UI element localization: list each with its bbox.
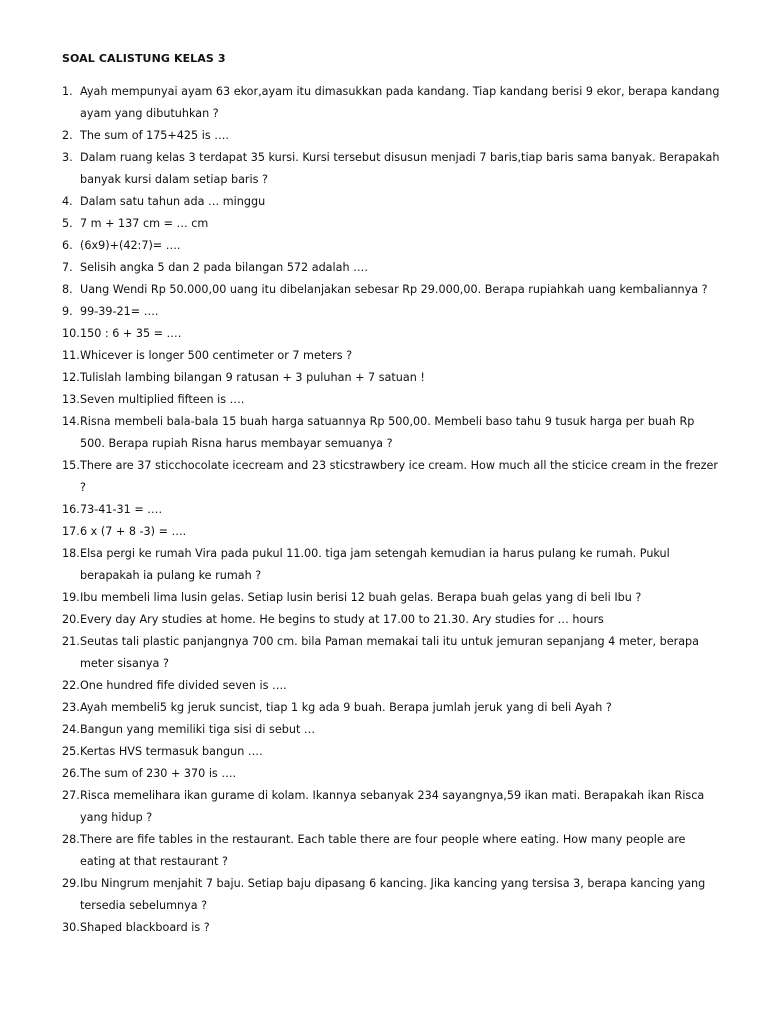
question-item	[62, 543, 722, 587]
question-text: There are fife tables in the restaurant. Each table there are four people where eating. How many people are eating at that restaurant ?	[80, 833, 686, 868]
question-item	[62, 125, 722, 147]
question-number: 7.	[62, 261, 73, 274]
question-number: 6.	[62, 239, 73, 252]
question-text: The sum of 230 + 370 is ….	[80, 767, 237, 780]
question-item	[62, 455, 722, 499]
question-text: Selisih angka 5 dan 2 pada bilangan 572 adalah ….	[80, 261, 368, 274]
question-number: 27.	[62, 789, 80, 802]
question-number: 17.	[62, 525, 80, 538]
question-text: Bangun yang memiliki tiga sisi di sebut …	[80, 723, 316, 736]
question-item	[62, 829, 722, 873]
question-number: 5.	[62, 217, 73, 230]
question-text: Uang Wendi Rp 50.000,00 uang itu dibelanjakan sebesar Rp 29.000,00. Berapa rupiahkah uang kembaliannya ?	[80, 283, 708, 296]
question-item	[62, 279, 722, 301]
question-item	[62, 213, 722, 235]
question-number: 15.	[62, 459, 80, 472]
question-item	[62, 631, 722, 675]
question-item	[62, 763, 722, 785]
question-number: 1.	[62, 85, 73, 98]
question-item	[62, 235, 722, 257]
question-number: 13.	[62, 393, 80, 406]
question-item	[62, 785, 722, 829]
question-number: 19.	[62, 591, 80, 604]
question-item	[62, 389, 722, 411]
question-number: 21.	[62, 635, 80, 648]
question-text: There are 37 sticchocolate icecream and 23 sticstrawbery ice cream. How much all the sticice cream in the frezer ?	[80, 459, 718, 494]
question-text: Dalam ruang kelas 3 terdapat 35 kursi. Kursi tersebut disusun menjadi 7 baris,tiap baris sama banyak. Berapakah banyak kursi dalam setiap baris ?	[80, 151, 720, 186]
question-text: Elsa pergi ke rumah Vira pada pukul 11.00. tiga jam setengah kemudian ia harus pulang ke rumah. Pukul berapakah ia pulang ke rumah ?	[80, 547, 670, 582]
question-number: 30.	[62, 921, 80, 934]
question-item	[62, 301, 722, 323]
question-number: 14.	[62, 415, 80, 428]
question-text: Every day Ary studies at home. He begins to study at 17.00 to 21.30. Ary studies for … hours	[80, 613, 604, 626]
question-item	[62, 609, 722, 631]
question-item	[62, 411, 722, 455]
question-number: 28.	[62, 833, 80, 846]
question-number: 2.	[62, 129, 73, 142]
question-item	[62, 741, 722, 763]
question-number: 16.	[62, 503, 80, 516]
question-item	[62, 719, 722, 741]
question-text: (6x9)+(42:7)= ….	[80, 239, 181, 252]
question-text: Kertas HVS termasuk bangun ….	[80, 745, 263, 758]
question-number: 10.	[62, 327, 80, 340]
question-item	[62, 367, 722, 389]
question-item	[62, 499, 722, 521]
question-item	[62, 257, 722, 279]
question-item	[62, 697, 722, 719]
question-number: 20.	[62, 613, 80, 626]
question-text: Risca memelihara ikan gurame di kolam. Ikannya sebanyak 234 sayangnya,59 ikan mati. Berapakah ikan Risca yang hidup ?	[80, 789, 705, 824]
question-number: 24.	[62, 723, 80, 736]
question-item	[62, 873, 722, 917]
question-text: Ibu Ningrum menjahit 7 baju. Setiap baju dipasang 6 kancing. Jika kancing yang tersisa 3, berapa kancing yang tersedia sebelumnya ?	[80, 877, 706, 912]
question-text: Tulislah lambing bilangan 9 ratusan + 3 puluhan + 7 satuan !	[80, 371, 425, 384]
question-text: Dalam satu tahun ada … minggu	[80, 195, 266, 208]
question-text: The sum of 175+425 is ….	[80, 129, 229, 142]
question-item	[62, 81, 722, 125]
question-text: 150 : 6 + 35 = ….	[80, 327, 182, 340]
question-number: 9.	[62, 305, 73, 318]
question-text: Ibu membeli lima lusin gelas. Setiap lusin berisi 12 buah gelas. Berapa buah gelas yang di beli Ibu ?	[80, 591, 642, 604]
question-text: Shaped blackboard is ?	[80, 921, 210, 934]
question-number: 3.	[62, 151, 73, 164]
question-text: 6 x (7 + 8 -3) = ….	[80, 525, 187, 538]
question-number: 12.	[62, 371, 80, 384]
question-item	[62, 587, 722, 609]
question-list	[62, 81, 722, 939]
question-item	[62, 917, 722, 939]
question-number: 25.	[62, 745, 80, 758]
question-text: Ayah membeli5 kg jeruk suncist, tiap 1 kg ada 9 buah. Berapa jumlah jeruk yang di beli Ayah ?	[80, 701, 612, 714]
question-text: 7 m + 137 cm = … cm	[80, 217, 209, 230]
question-text: 73-41-31 = ….	[80, 503, 163, 516]
question-item	[62, 191, 722, 213]
question-number: 4.	[62, 195, 73, 208]
question-number: 22.	[62, 679, 80, 692]
question-number: 8.	[62, 283, 73, 296]
question-item	[62, 323, 722, 345]
question-text: One hundred fife divided seven is ….	[80, 679, 287, 692]
question-number: 29.	[62, 877, 80, 890]
question-number: 11.	[62, 349, 80, 362]
question-number: 18.	[62, 547, 80, 560]
document-title: SOAL CALISTUNG KELAS 3	[62, 52, 226, 65]
question-item	[62, 147, 722, 191]
question-text: Ayah mempunyai ayam 63 ekor,ayam itu dimasukkan pada kandang. Tiap kandang berisi 9 ekor, berapa kandang ayam yang dibutuhkan ?	[80, 85, 720, 120]
question-number: 26.	[62, 767, 80, 780]
question-text: 99-39-21= ….	[80, 305, 159, 318]
question-item	[62, 345, 722, 367]
question-number: 23.	[62, 701, 80, 714]
question-text: Seven multiplied fifteen is ….	[80, 393, 245, 406]
question-item	[62, 521, 722, 543]
question-text: Whicever is longer 500 centimeter or 7 meters ?	[80, 349, 353, 362]
question-item	[62, 675, 722, 697]
question-text: Seutas tali plastic panjangnya 700 cm. bila Paman memakai tali itu untuk jemuran sepanjang 4 meter, berapa meter sisanya ?	[80, 635, 700, 670]
question-text: Risna membeli bala-bala 15 buah harga satuannya Rp 500,00. Membeli baso tahu 9 tusuk harga per buah Rp 500. Berapa rupiah Risna harus membayar semuanya ?	[80, 415, 695, 450]
